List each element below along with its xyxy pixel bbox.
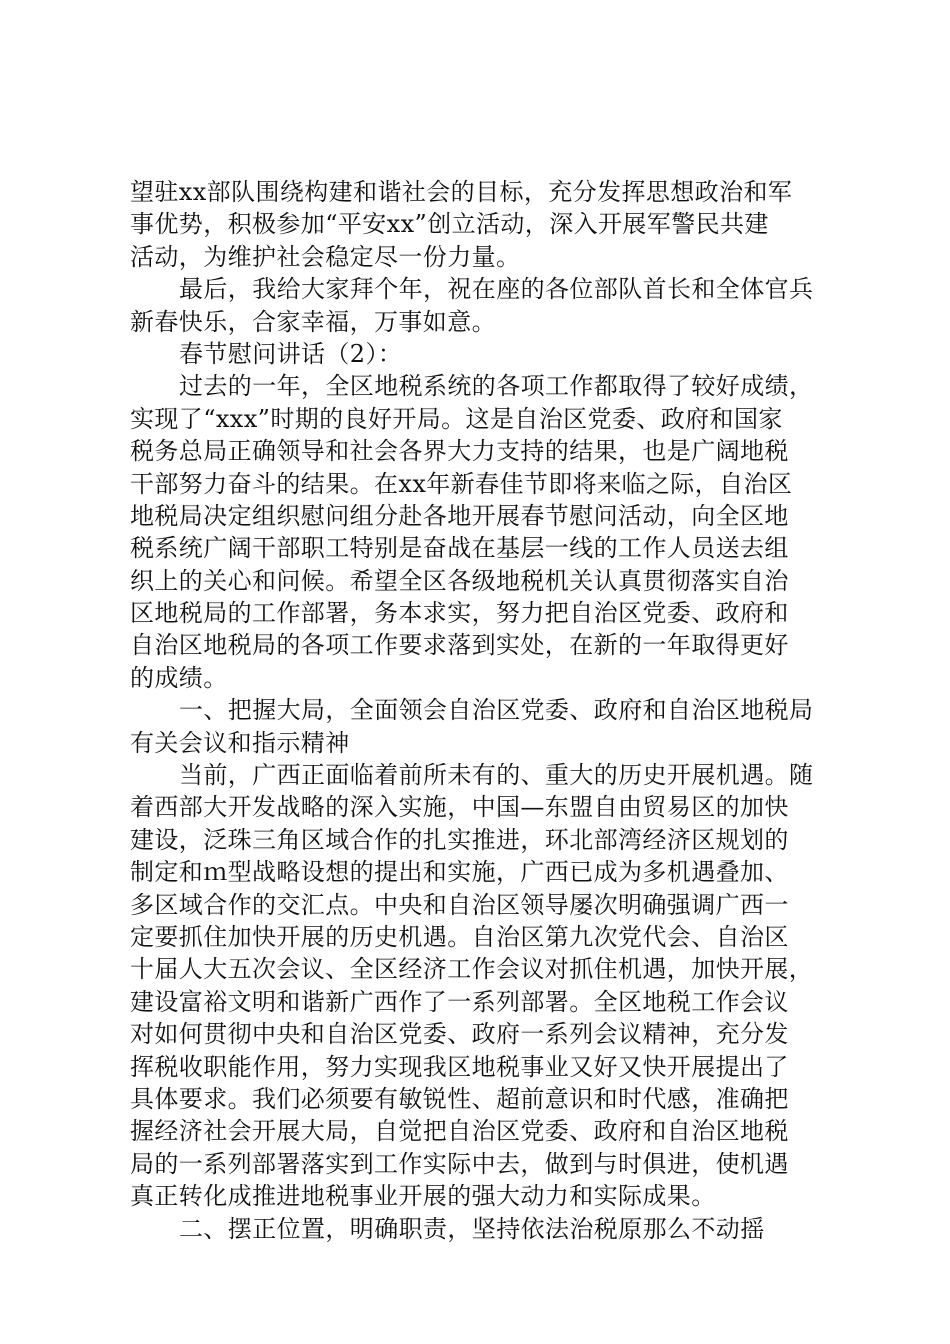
text-line: 十届人大五次会议、全区经济工作会议对抓住机遇，加快开展， bbox=[130, 955, 814, 984]
text-line: 定要抓住加快开展的历史机遇。自治区第九次党代会、自治区 bbox=[130, 922, 789, 951]
text-line: 春节慰问讲话（2）： bbox=[179, 339, 403, 368]
text-line: 制定和ｍ型战略设想的提出和实施，广西已成为多机遇叠加、 bbox=[130, 858, 789, 887]
text-line: 干部努力奋斗的结果。在xx年新春佳节即将来临之际，自治区 bbox=[130, 469, 793, 498]
text-line: 的成绩。 bbox=[130, 663, 228, 692]
text-line: 建设，泛珠三角区域合作的扎实推进，环北部湾经济区规划的 bbox=[130, 825, 789, 854]
text-line: 过去的一年，全区地税系统的各项工作都取得了较好成绩， bbox=[179, 372, 814, 401]
text-line: 地税局决定组织慰问组分赴各地开展春节慰问活动，向全区地 bbox=[130, 501, 789, 530]
text-line: 望驻xx部队围绕构建和谐社会的目标，充分发挥思想政治和军 bbox=[130, 178, 793, 206]
text-line: 挥税收职能作用，努力实现我区地税事业又好又快开展提出了 bbox=[130, 1052, 789, 1081]
text-line: 税系统广阔干部职工特别是奋战在基层一线的工作人员送去组 bbox=[130, 534, 789, 563]
text-line: 自治区地税局的各项工作要求落到实处，在新的一年取得更好 bbox=[130, 631, 789, 660]
text-line: 活动，为维护社会稳定尽一份力量。 bbox=[130, 242, 521, 271]
text-line: 真正转化成推进地税事业开展的强大动力和实际成果。 bbox=[130, 1182, 716, 1211]
text-line: 对如何贯彻中央和自治区党委、政府一系列会议精神，充分发 bbox=[130, 1020, 789, 1049]
text-line: 二、摆正位置，明确职责，坚持依法治税原那么不动摇 bbox=[179, 1214, 765, 1243]
text-line: 一、把握大局，全面领会自治区党委、政府和自治区地税局 bbox=[179, 696, 814, 725]
text-line: 具体要求。我们必须要有敏锐性、超前意识和时代感，准确把 bbox=[130, 1084, 789, 1113]
text-line: 局的一系列部署落实到工作实际中去，做到与时俱进，使机遇 bbox=[130, 1149, 789, 1178]
text-line: 新春快乐，合家幸福，万事如意。 bbox=[130, 307, 496, 336]
text-line: 最后，我给大家拜个年，祝在座的各位部队首长和全体官兵 bbox=[179, 275, 814, 304]
text-line: 有关会议和指示精神 bbox=[130, 728, 350, 757]
text-line: 税务总局正确领导和社会各界大力支持的结果，也是广阔地税 bbox=[130, 437, 789, 466]
text-line: 着西部大开发战略的深入实施，中国—东盟自由贸易区的加快 bbox=[130, 793, 789, 822]
text-line: 实现了“xxx”时期的良好开局。这是自治区党委、政府和国家 bbox=[130, 404, 783, 433]
text-line: 多区域合作的交汇点。中央和自治区领导屡次明确强调广西一 bbox=[130, 890, 789, 919]
text-line: 织上的关心和问候。希望全区各级地税机关认真贯彻落实自治 bbox=[130, 566, 789, 595]
text-line: 事优势，积极参加“平安xx”创立活动，深入开展军警民共建 bbox=[130, 210, 769, 239]
text-line: 建设富裕文明和谐新广西作了一系列部署。全区地税工作会议 bbox=[130, 987, 789, 1016]
text-line: 区地税局的工作部署，务本求实，努力把自治区党委、政府和 bbox=[130, 599, 789, 628]
text-line: 握经济社会开展大局，自觉把自治区党委、政府和自治区地税 bbox=[130, 1117, 789, 1146]
body-text bbox=[130, 176, 830, 1245]
text-line: 当前，广西正面临着前所未有的、重大的历史开展机遇。随 bbox=[179, 761, 814, 790]
